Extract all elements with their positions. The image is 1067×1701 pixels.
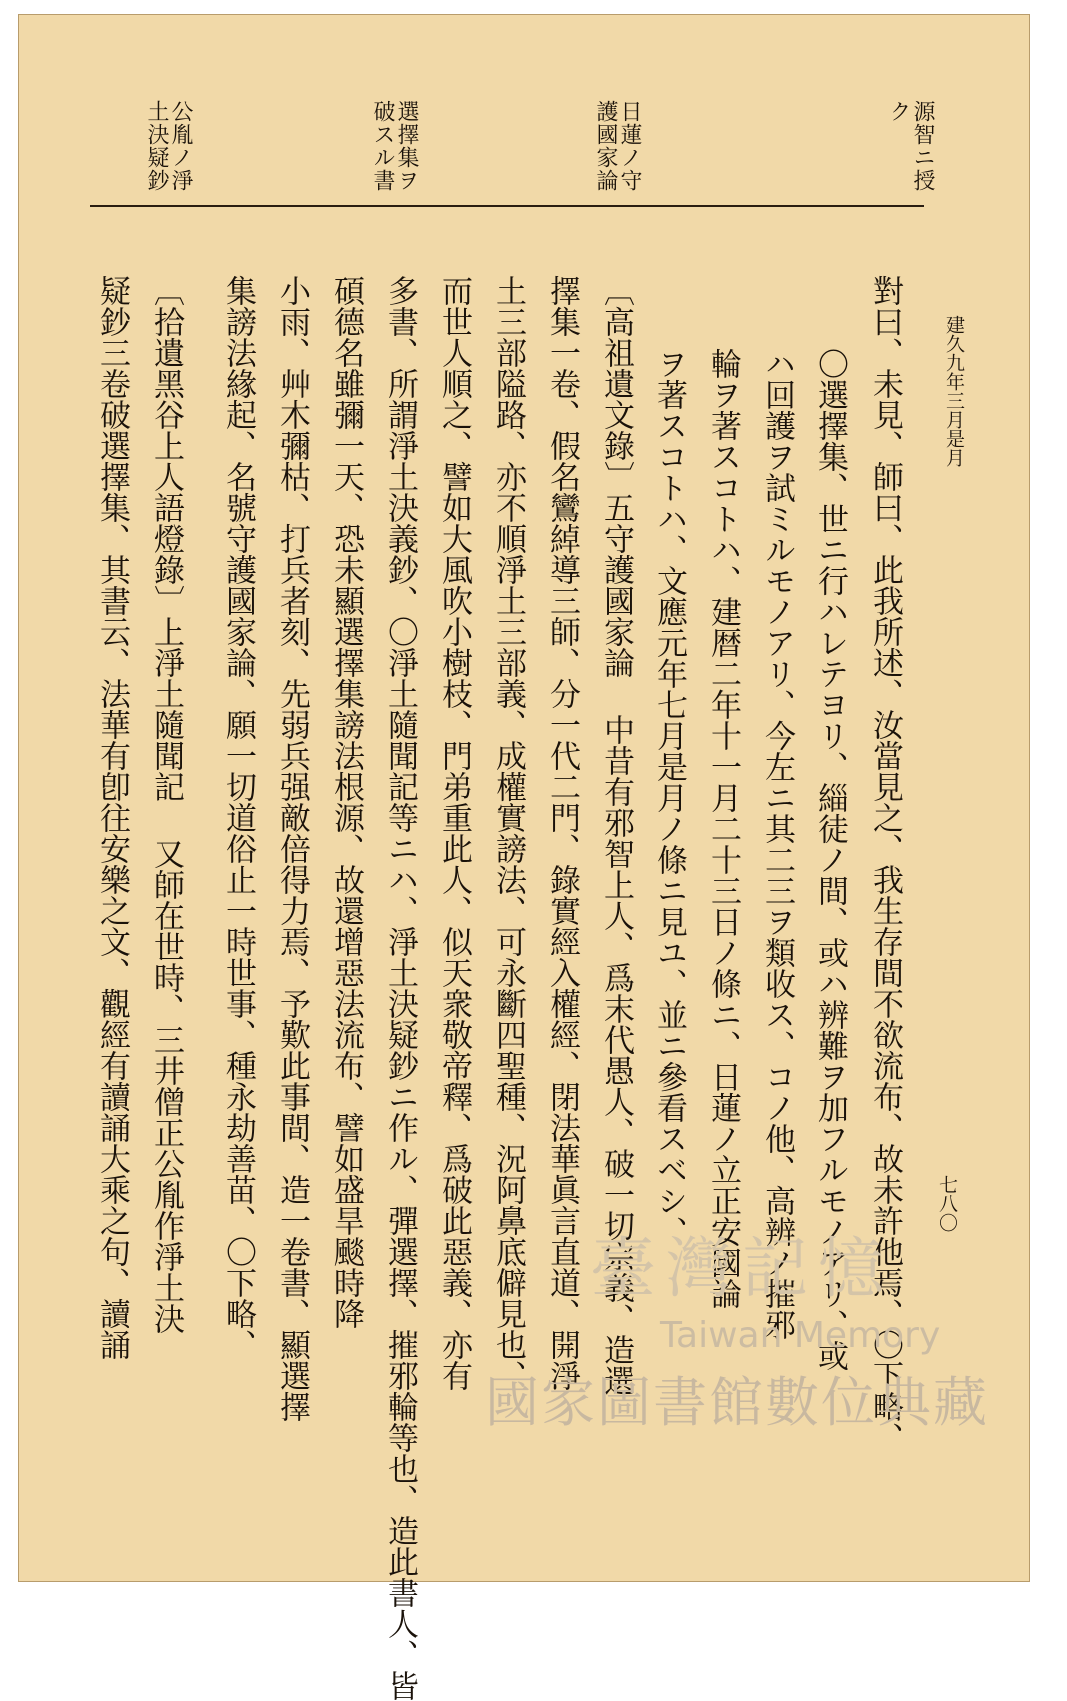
page-number: 七八〇 bbox=[936, 1175, 958, 1232]
watermark-english: Taiwan Memory bbox=[660, 1315, 941, 1356]
text-column: 而世人順之、譬如大風吹小樹枝、門弟重此人、似天衆敬帝釋、爲破此惡義、亦有 bbox=[436, 275, 472, 1391]
margin-note: 選擇集ヲ破スル書 bbox=[370, 100, 419, 192]
text-column: 擇集一卷、假名鸞綽導三師、分一代二門、錄實經入權經、閉法華眞言直道、開淨 bbox=[544, 275, 580, 1391]
text-column: 小雨、艸木彌枯、打兵者刻、先弱兵强敵倍得力焉、予歎此事間、造一卷書、顯選擇 bbox=[274, 275, 310, 1422]
text-column: 輪ヲ著スコトハ、建暦二年十一月二十三日ノ條ニ、日蓮ノ立正安國論 bbox=[705, 348, 741, 1309]
header-rule bbox=[90, 205, 924, 207]
text-column: 土三部隘路、亦不順淨土三部義、成權實謗法、可永斷四聖種、況阿鼻底僻見也、 bbox=[490, 275, 526, 1391]
margin-note: 日蓮ノ守護國家論 bbox=[593, 100, 642, 192]
text-column: 碩德名雖彌一天、恐未顯選擇集謗法根源、故還增惡法流布、譬如盛旱颷時降 bbox=[328, 275, 364, 1329]
text-column: ヲ著スコトハ、文應元年七月是月ノ條ニ見ユ、並ニ參看スベシ、 bbox=[651, 348, 687, 1247]
text-column: 集謗法緣起、名號守護國家論、願一切道俗止一時世事、種永劫善苗、〇下略、 bbox=[220, 275, 256, 1360]
margin-note: 源智ニ授ク bbox=[886, 100, 935, 192]
text-column: 〇選擇集、世ニ行ハレテヨリ、緇徒ノ間、或ハ辨難ヲ加フルモノアリ、或 bbox=[812, 348, 848, 1371]
text-column: 多書、所謂淨土決義鈔、〇淨土隨聞記等ニハ、淨土決疑鈔ニ作ル、彈選擇、摧邪輪等也、造此書人、皆 bbox=[382, 275, 418, 1701]
text-column: 疑鈔三卷破選擇集、其書云、法華有卽往安樂之文、觀經有讀誦大乘之句、讀誦 bbox=[94, 275, 130, 1360]
date-note: 建久九年三月是月 bbox=[943, 315, 965, 467]
margin-note: 公胤ノ淨土決疑鈔 bbox=[144, 100, 193, 192]
watermark-library: 國家圖書館數位典藏 bbox=[485, 1371, 989, 1434]
text-column: 對曰、未見、師曰、此我所述、汝當見之、我生存間不欲流布、故未許他焉、〇下略、 bbox=[867, 275, 903, 1453]
text-column: ハ回護ヲ試ミルモノアリ、今左ニ其二三ヲ類收ス、コノ他、高辨ノ摧邪 bbox=[759, 348, 795, 1340]
watermark-logo-text: 臺灣記憶 bbox=[590, 1230, 894, 1307]
text-column: 〔高祖遺文錄〕五守護國家論 中昔有邪智上人、爲末代愚人、破一切宗義、造選 bbox=[598, 275, 634, 1396]
text-column: 〔拾遺黑谷上人語燈錄〕上淨土隨聞記 又師在世時、三井僧正公胤作淨土決 bbox=[148, 275, 184, 1334]
